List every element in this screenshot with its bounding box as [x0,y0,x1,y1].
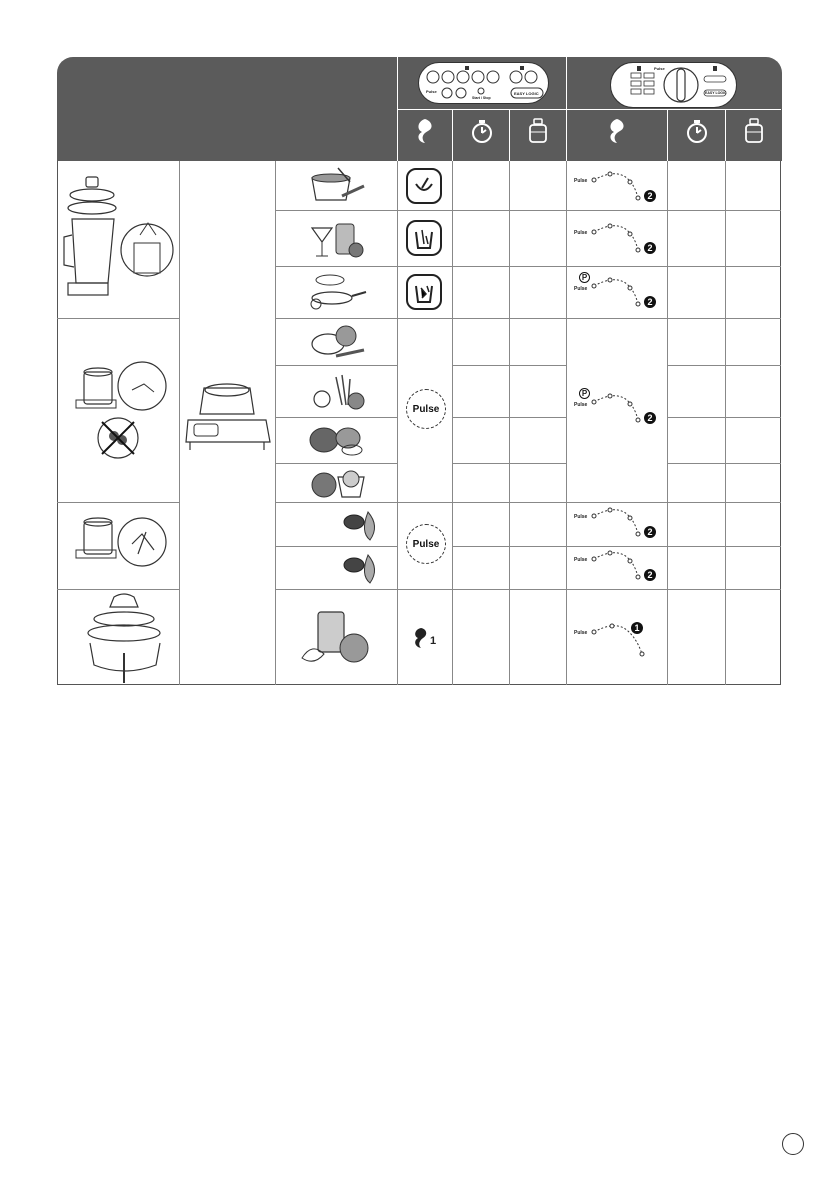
dried-fruit-icon [340,551,382,585]
quantity-icon [527,117,549,145]
ice-crush-program-icon [406,274,442,310]
grid-line [275,161,276,685]
speed-one-badge: 1 [631,622,643,634]
speed-two-badge: 2 [644,412,656,424]
blender-jug-illustration [62,175,174,305]
speed-two-badge: 2 [644,526,656,538]
grid-line [275,266,781,267]
dial-pulse-label: Pulse [574,402,588,408]
grid-line [667,365,781,366]
grid-line [566,161,567,685]
speed-two-badge: 2 [644,296,656,308]
control-panel-dial [610,62,737,108]
grid-line [452,365,566,366]
header-divider [509,110,510,161]
grid-line [275,589,781,590]
grid-line [452,417,566,418]
dial-pulse-label: Pulse [574,514,588,520]
pulse-p-badge: P [579,388,590,399]
grid-line [275,318,781,319]
grid-line [275,210,781,211]
header-divider [667,110,668,161]
soup-program-icon [406,168,442,204]
grid-line [509,161,510,685]
smoothie-drink-icon [306,214,368,262]
dial-indicator [572,506,662,542]
citrus-press-illustration [84,593,172,685]
dial-pulse-label: Pulse [574,630,588,636]
pulse-icon: Pulse [406,389,446,429]
grid-line [57,318,179,319]
quantity-icon [743,117,765,145]
start-stop-label: Start / Stop [472,96,491,100]
grid-line [397,161,398,685]
speed-one-label: 1 [430,635,437,647]
speed-icon [412,626,430,650]
timer-icon [469,118,495,144]
juice-fruit-icon [300,608,372,664]
grid-line [275,502,781,503]
control-panel-buttons [418,62,549,104]
dial-pulse-label: Pulse [574,230,588,236]
grid-line [667,463,781,464]
smoothie-program-icon [406,220,442,256]
garlic-herbs-icon [306,369,368,413]
dial-indicator [572,618,662,658]
dial-panel-icon [611,63,736,107]
header-divider [725,110,726,161]
dial-indicator [572,388,662,428]
grid-line [275,463,397,464]
pulse-button-label: Pulse [426,89,437,94]
dial-indicator [572,170,662,206]
food-processor-base-illustration [184,380,272,456]
grid-line [725,161,726,685]
dial-pulse-label: Pulse [574,557,588,563]
dial-indicator [572,222,662,258]
grid-line [275,417,397,418]
mini-chopper-illustration [72,360,172,460]
header-divider [397,109,781,110]
speed-icon [414,117,436,145]
grid-line [452,546,781,547]
frying-pan-icon [306,272,368,314]
vegetables-bowl-icon [306,322,368,364]
grid-line [57,589,179,590]
grid-line [57,502,179,503]
speed-two-badge: 2 [644,569,656,581]
pulse-icon: Pulse [406,524,446,564]
soup-pot-icon [306,166,368,206]
grid-line [452,161,453,685]
dial-easy-logic-label: EASY LOGIC [705,91,727,95]
dial-pulse-label: Pulse [574,178,588,184]
timer-icon [684,118,710,144]
grid-line [667,161,668,685]
grid-line [667,417,781,418]
speed-icon [606,117,628,145]
dial-indicator [572,272,662,312]
grid-line [275,365,397,366]
dial-pulse-label: Pulse [574,286,588,292]
speed-two-badge: 2 [644,190,656,202]
grid-line [275,546,397,547]
dial-indicator [572,549,662,585]
bread-rice-icon [306,467,368,501]
page-number-badge [782,1133,804,1155]
pulse-p-badge: P [579,272,590,283]
header-divider [452,110,453,161]
easy-logic-label: EASY LOGIC [514,91,539,96]
grid-line [179,161,180,685]
dial-pulse-label: Pulse [654,66,665,71]
speed-two-badge: 2 [644,242,656,254]
grinder-illustration [72,510,172,582]
dried-fruit-icon [340,508,382,542]
grid-line [452,463,566,464]
meat-icon [306,420,368,460]
